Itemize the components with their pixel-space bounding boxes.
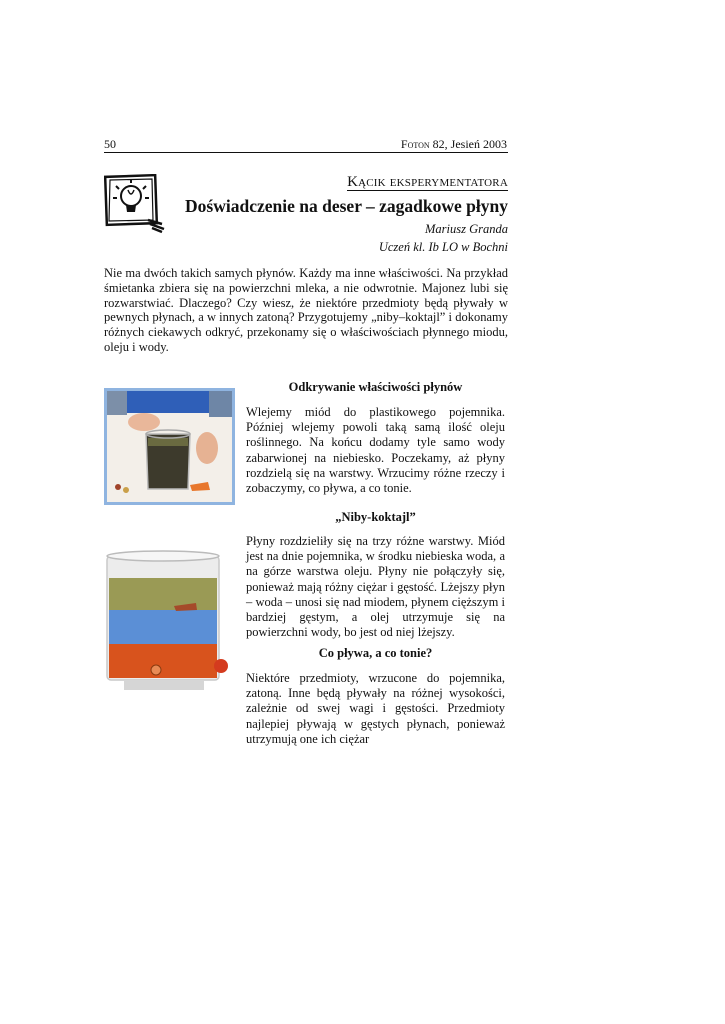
section-2-text: Płyny rozdzieliły się na trzy różne warstwy. Miód jest na dnie pojemnika, w środku niebieska woda, a na górze warstwa oleju. Płyny nie połączyły się, ponieważ mają różny ciężar i gęstość. Lżejszy płyn – woda – unosi się nad miodem, płynem cięższym i bardziej gęstym, a olej utrzymuje się na powierzchni wody, bo jest od niej lżejszy.: [246, 534, 505, 640]
section-title-rest: ącik eksperymentatora: [358, 174, 508, 190]
running-head: [401, 137, 507, 152]
experiment-photo-pouring: [104, 388, 235, 505]
section-3-text: Niektóre przedmioty, wrzucone do pojemnika, zatoną. Inne będą pływały na różnej wysokości, zależnie od swej wagi i gęstości. Przedmioty najlepiej pływają w gęstych płynach, ponieważ utrzymują one ich ciężar: [246, 671, 505, 746]
author: Mariusz Granda: [425, 222, 508, 236]
header-rule: [104, 152, 508, 153]
experiment-photo-layers: [104, 548, 231, 694]
journal-issue: 82, Jesień 2003: [432, 137, 507, 151]
page-number: 50: [104, 137, 116, 151]
section-1-text: Wlejemy miód do plastikowego pojemnika. Później wlejemy powoli taką samą ilość oleju roślinnego. Na końcu dodamy tyle samo wody zabarwionej na niebiesko. Poczekamy, aż płyny rozdzielą się na warstwy. Wrzucimy różne rzeczy i zobaczymy, co pływa, a co tonie.: [246, 405, 505, 496]
affiliation: Uczeń kl. Ib LO w Bochni: [378, 240, 508, 254]
section-title: [347, 174, 508, 191]
subheading-2: „Niby-koktajl”: [335, 510, 416, 524]
lightbulb-icon: [104, 174, 166, 234]
subheading-1: Odkrywanie właściwości płynów: [288, 380, 463, 394]
section-title-initial: K: [347, 174, 359, 190]
subheading-3: Co pływa, a co tonie?: [318, 646, 433, 660]
journal-name: Foton: [400, 137, 430, 151]
article-title: Doświadczenie na deser – zagadkowe płyny: [185, 196, 508, 216]
intro-paragraph: Nie ma dwóch takich samych płynów. Każdy ma inne właściwości. Na przykład śmietanka zbiera się na powierzchni mleka, a nie odwrotnie. Majonez lubi się rozwarstwiać. Dlaczego? Czy wiesz, że niektóre przedmioty będą pływały w pewnych płynach, a w innych zatoną? Przygotujemy „niby–koktajl” i dokonamy różnych ciekawych odkryć, przekonamy się o właściwościach płynnego miodu, oleju i wody.: [104, 266, 508, 354]
